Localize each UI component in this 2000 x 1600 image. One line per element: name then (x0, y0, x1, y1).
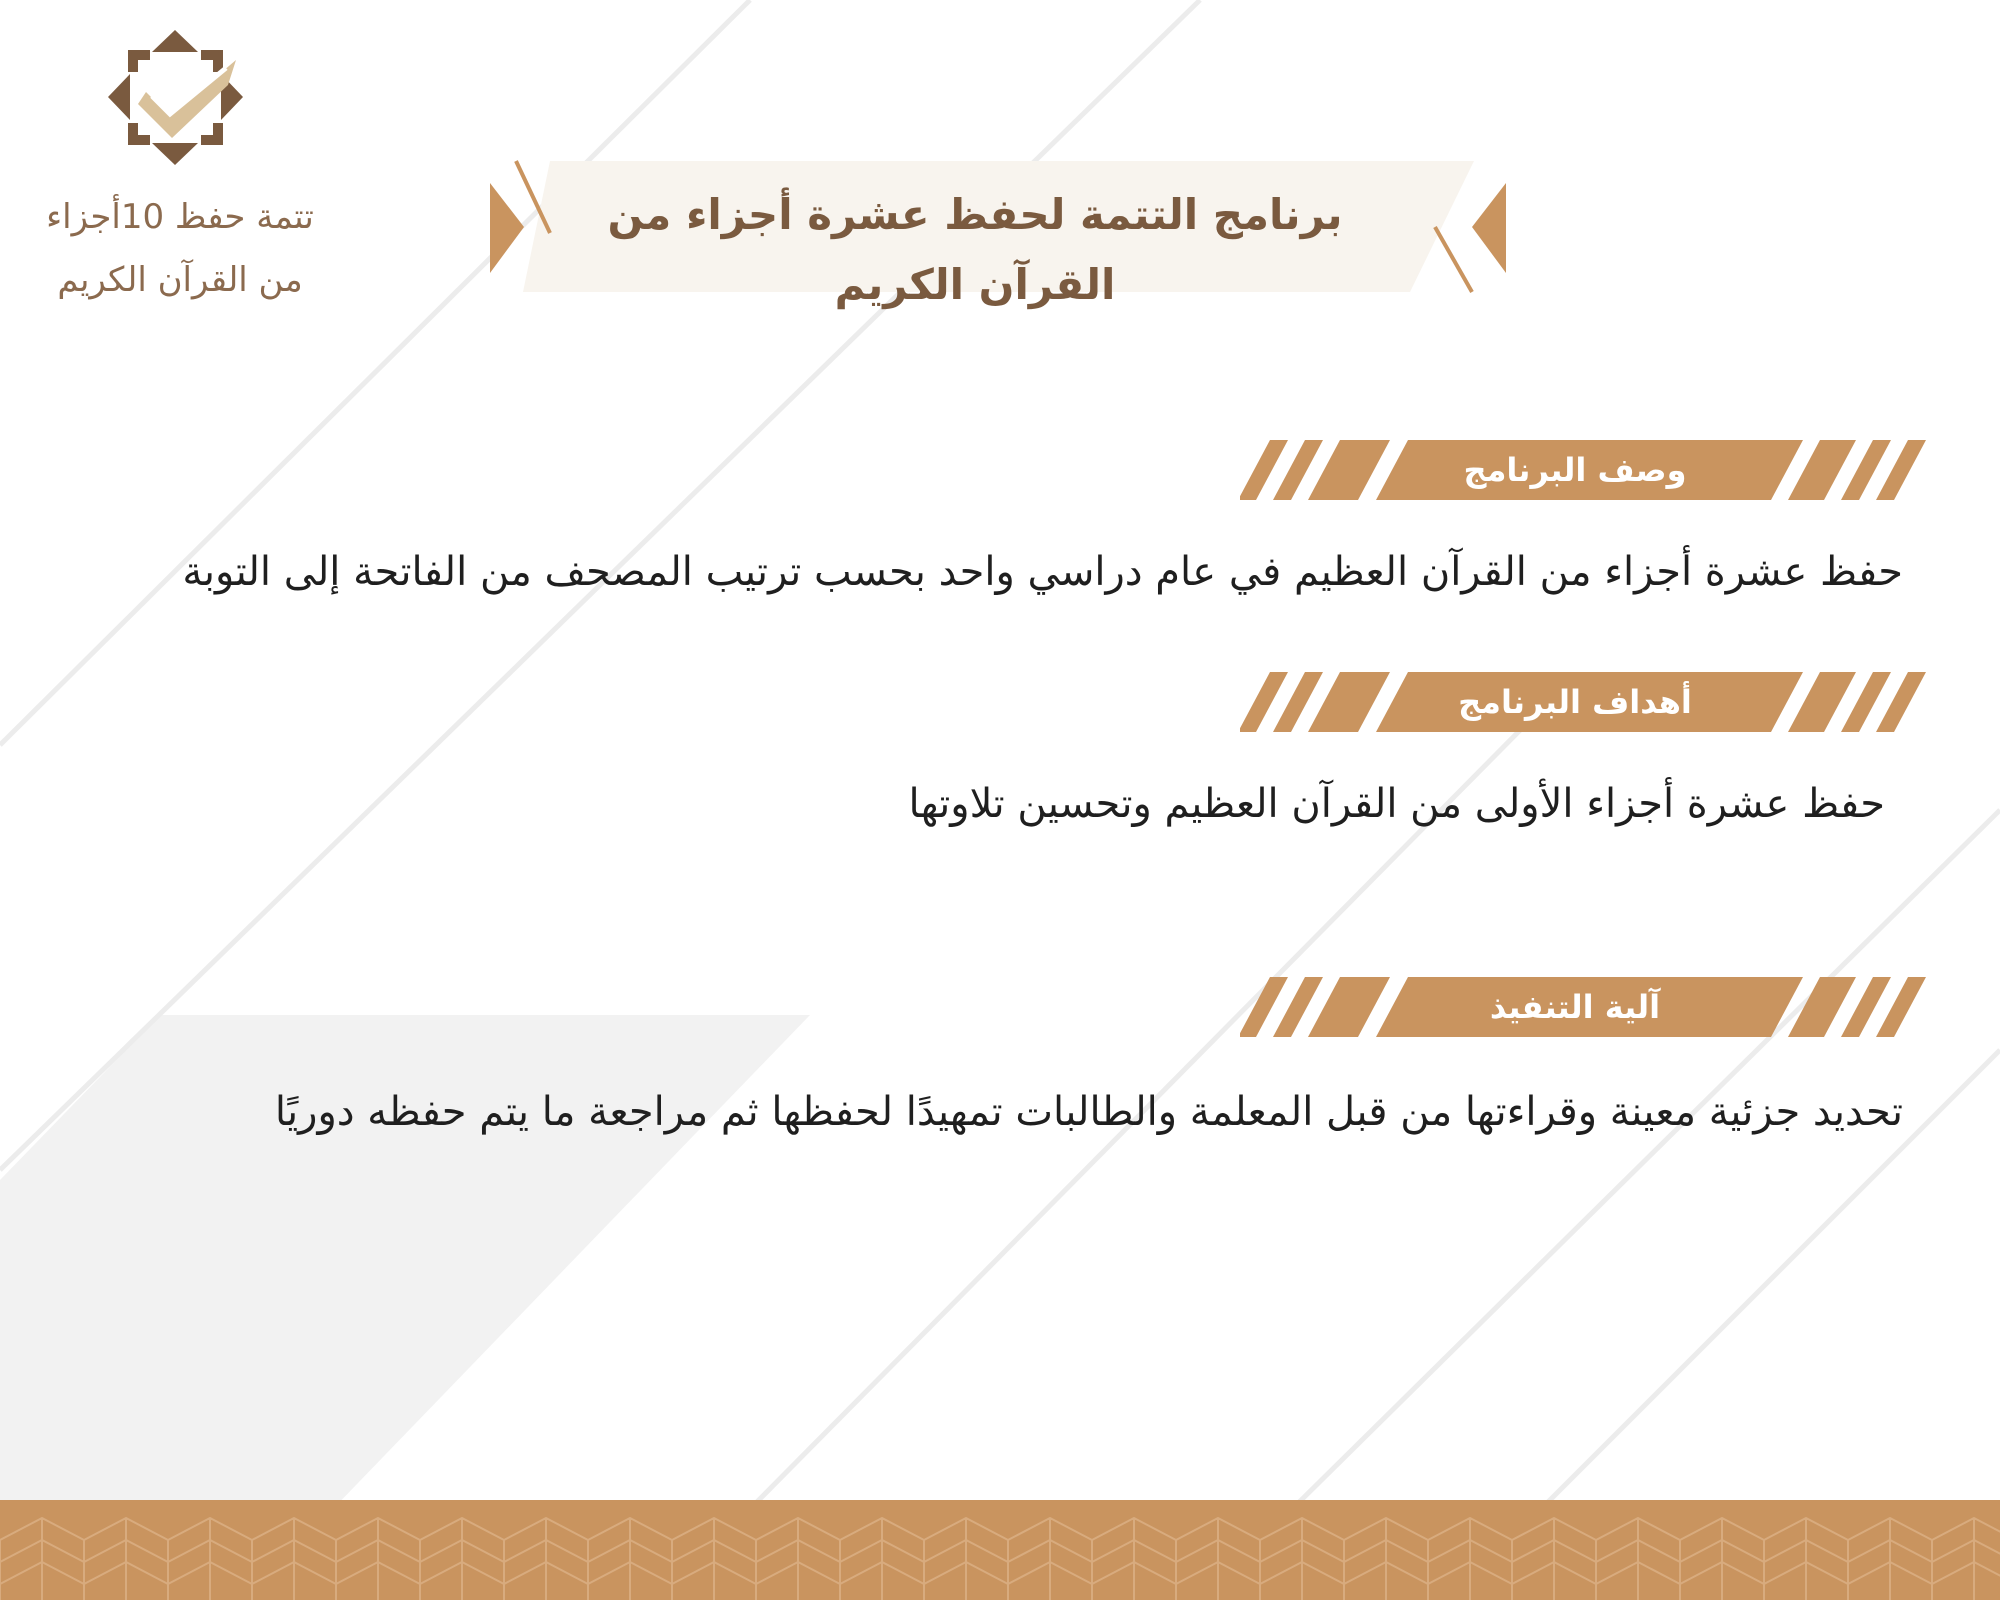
footer-pattern-tile (1680, 1518, 1764, 1600)
brand-title-line1: تتمة حفظ 10أجزاء (46, 197, 314, 237)
footer-pattern-tile (1848, 1518, 1932, 1600)
footer-pattern-tile (1344, 1518, 1428, 1600)
footer-pattern-tile (1764, 1518, 1848, 1600)
section-label-description: وصف البرنامج (1463, 451, 1687, 489)
section-label-implementation: آلية التنفيذ (1489, 988, 1661, 1026)
footer-pattern-tile (1092, 1518, 1176, 1600)
checkmark-star-logo (108, 30, 243, 165)
footer-pattern-tile (588, 1518, 672, 1600)
footer-pattern-tile (1428, 1518, 1512, 1600)
footer-pattern-tile (756, 1518, 840, 1600)
footer-pattern-tile (0, 1518, 84, 1600)
footer-pattern (0, 1500, 2000, 1600)
footer-pattern-tile (1512, 1518, 1596, 1600)
footer-pattern-tile (1008, 1518, 1092, 1600)
footer-pattern-tile (168, 1518, 252, 1600)
footer-pattern-tile (84, 1518, 168, 1600)
footer-pattern-tile (1260, 1518, 1344, 1600)
footer-pattern-tile (1596, 1518, 1680, 1600)
footer-pattern-tile (840, 1518, 924, 1600)
footer-pattern-tile (336, 1518, 420, 1600)
footer-pattern-tile (504, 1518, 588, 1600)
brand-title-line2: من القرآن الكريم (57, 260, 303, 300)
section-body-goals: حفظ عشرة أجزاء الأولى من القرآن العظيم وتحسين تلاوتها (908, 781, 1885, 827)
footer-band (0, 1500, 2000, 1600)
section-body-implementation: تحديد جزئية معينة وقراءتها من قبل المعلمة والطالبات تمهيدًا لحفظها ثم مراجعة ما يتم حفظه دوريًا (274, 1089, 1903, 1135)
footer-pattern-tile (1176, 1518, 1260, 1600)
footer-pattern-tile (672, 1518, 756, 1600)
footer-pattern-tile (1932, 1518, 2000, 1600)
section-label-goals: أهداف البرنامج (1458, 683, 1692, 721)
footer-pattern-tile (924, 1518, 1008, 1600)
section-body-description: حفظ عشرة أجزاء من القرآن العظيم في عام دراسي واحد بحسب ترتيب المصحف من الفاتحة إلى التوبة (182, 549, 1903, 595)
footer-pattern-tile (252, 1518, 336, 1600)
page-title: برنامج التتمة لحفظ عشرة أجزاء من القرآن الكريم (607, 190, 1343, 309)
footer-pattern-tile (420, 1518, 504, 1600)
